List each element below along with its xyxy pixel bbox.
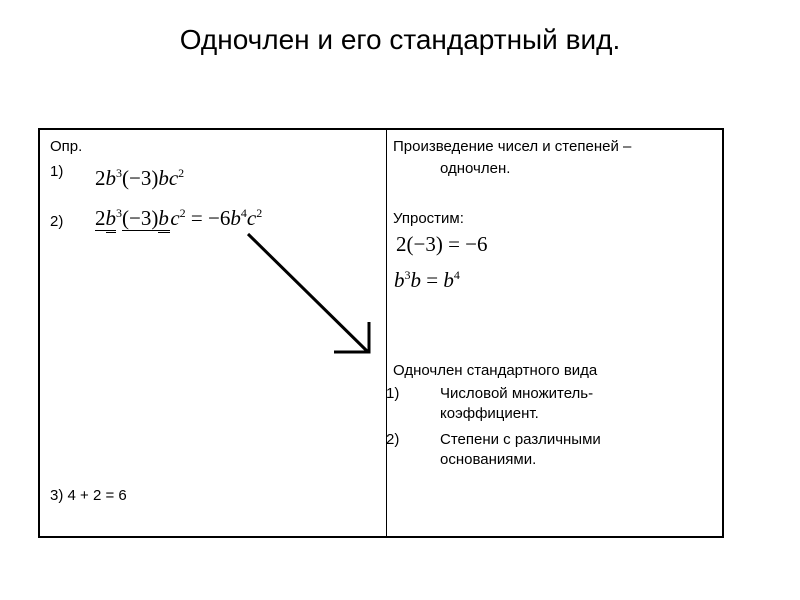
- simplify-math-2: $b^3b = b^4$: [394, 268, 460, 292]
- page-title: Одночлен и его стандартный вид.: [179, 24, 621, 55]
- column-divider: [386, 130, 387, 536]
- item1-number: 1): [50, 163, 64, 180]
- list-item-2-number: 2): [386, 431, 400, 448]
- content-table: [38, 128, 724, 538]
- expression-2: $2b^3(-3)bc^2 = -6b^4c^2$: [95, 206, 262, 233]
- expression-1: $2b^3(-3)bc^2$: [95, 166, 185, 190]
- item3-expression: 3) 4 + 2 = 6: [50, 487, 127, 504]
- definition-line2: одночлен.: [440, 160, 511, 177]
- definition-line1: Произведение чисел и степеней –: [393, 138, 632, 155]
- list-item-1-number: 1): [386, 385, 400, 402]
- simplify-label: Упростим:: [393, 210, 464, 227]
- simplify-math-1: 2(−3) = −6: [396, 232, 488, 256]
- list-item-1-line2: коэффициент.: [440, 405, 539, 422]
- list-item-1-line1: Числовой множитель-: [440, 385, 594, 402]
- list-item-2-line2: основаниями.: [440, 451, 537, 468]
- definition-label: Опр.: [50, 138, 83, 155]
- item2-number: 2): [50, 213, 64, 230]
- standard-form-title: Одночлен стандартного вида: [393, 362, 598, 379]
- list-item-2-line1: Степени с различными: [440, 431, 601, 448]
